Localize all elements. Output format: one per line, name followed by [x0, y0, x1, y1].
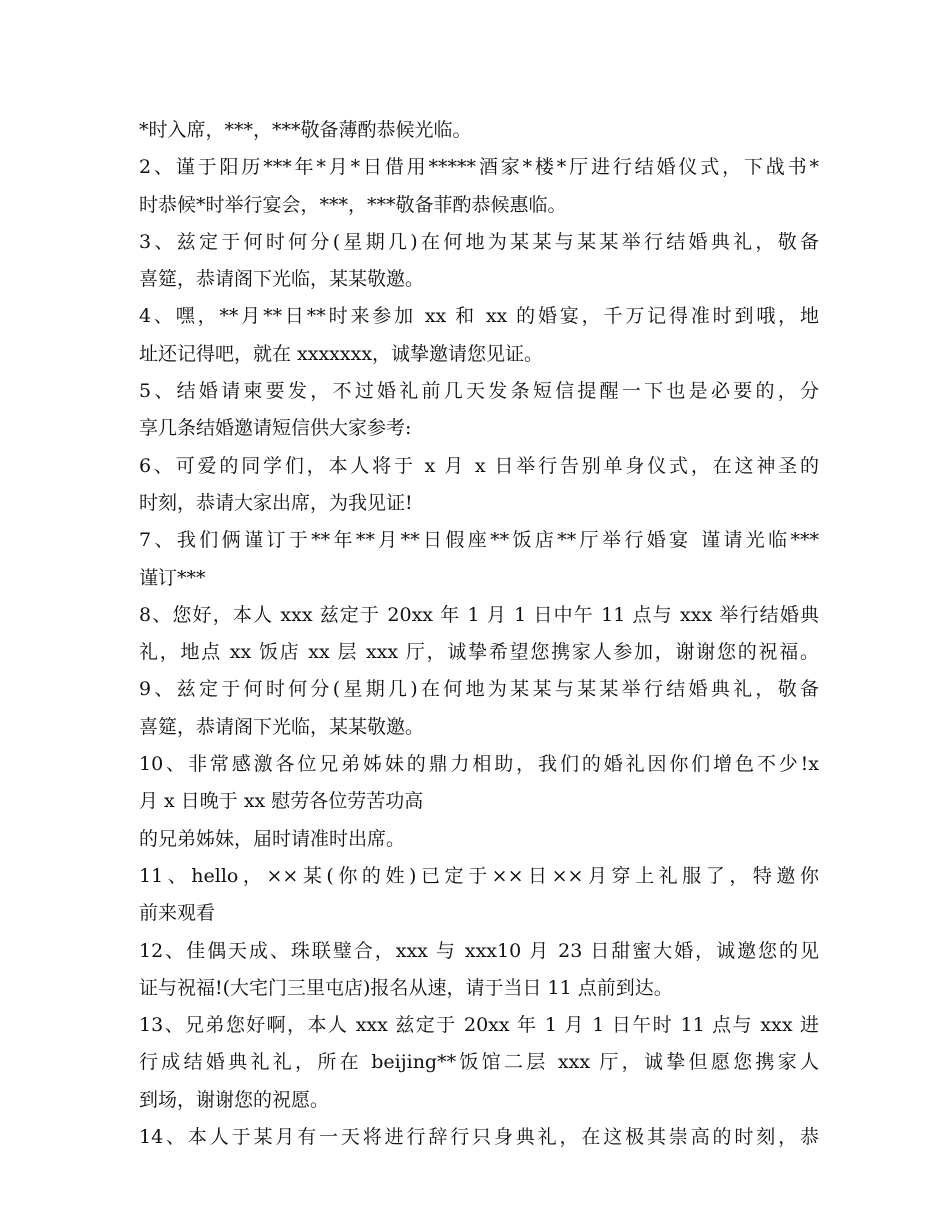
text-line: 址还记得吧，就在 xxxxxxx，诚挚邀请您见证。	[139, 342, 544, 365]
text-line: 月 x 日晚于 xx 慰劳各位劳苦功高	[139, 790, 424, 813]
text-line: 的兄弟姊妹，届时请准时出席。	[139, 827, 406, 850]
text-line: 享几条结婚邀请短信供大家参考:	[139, 417, 412, 440]
text-line: 4、嘿，**月**日**时来参加 xx 和 xx 的婚宴，千万记得准时到哦，地	[139, 305, 819, 328]
text-line: 7、我们俩谨订于**年**月**日假座**饭店**厅举行婚宴 谨请光临***	[139, 529, 819, 552]
document-body	[139, 112, 819, 1156]
text-line: 谨订***	[139, 566, 206, 589]
text-line: 到场，谢谢您的祝愿。	[139, 1088, 330, 1111]
text-line: 9、兹定于何时何分(星期几)在何地为某某与某某举行结婚典礼，敬备	[139, 678, 819, 701]
text-line: *时入席，***，***敬备薄酌恭候光临。	[139, 119, 472, 141]
text-line: 10、非常感激各位兄弟姊妹的鼎力相助，我们的婚礼因你们增色不少!x	[139, 753, 819, 776]
text-line: 6、可爱的同学们，本人将于 x 月 x 日举行告别单身仪式，在这神圣的	[139, 454, 819, 477]
text-line: 时恭候*时举行宴会，***，***敬备菲酌恭候惠临。	[139, 193, 567, 216]
text-line: 喜筵，恭请阁下光临，某某敬邀。	[139, 268, 425, 291]
text-line: 14、本人于某月有一天将进行辞行只身典礼，在这极其崇高的时刻，恭	[139, 1126, 819, 1149]
text-line: 2、谨于阳历***年*月*日借用*****酒家*楼*厅进行结婚仪式，下战书*	[139, 156, 819, 179]
text-line: 8、您好，本人 xxx 兹定于 20xx 年 1 月 1 日中午 11 点与 xxx 举行结婚典	[139, 603, 819, 626]
text-line: 5、结婚请柬要发，不过婚礼前几天发条短信提醒一下也是必要的，分	[139, 380, 819, 403]
text-line: 13、兄弟您好啊，本人 xxx 兹定于 20xx 年 1 月 1 日午时 11 点与 xxx 进	[139, 1014, 819, 1037]
text-line: 11、hello，××某(你的姓)已定于××日××月穿上礼服了，特邀你	[139, 864, 819, 887]
text-line: 行成结婚典礼礼，所在 beijing**饭馆二层 xxx 厅，诚挚但愿您携家人	[139, 1051, 819, 1074]
text-line: 时刻，恭请大家出席，为我见证!	[139, 491, 413, 514]
text-line: 12、佳偶天成、珠联璧合，xxx 与 xxx10 月 23 日甜蜜大婚，诚邀您的见	[139, 939, 819, 962]
text-line: 喜筵，恭请阁下光临，某某敬邀。	[139, 715, 425, 738]
text-line: 前来观看	[139, 902, 216, 925]
text-line: 证与祝福!(大宅门三里屯店)报名从速，请于当日 11 点前到达。	[139, 976, 673, 999]
text-line: 礼，地点 xx 饭店 xx 层 xxx 厅，诚挚希望您携家人参加，谢谢您的祝福。	[139, 641, 819, 664]
text-line: 3、兹定于何时何分(星期几)在何地为某某与某某举行结婚典礼，敬备	[139, 230, 819, 253]
